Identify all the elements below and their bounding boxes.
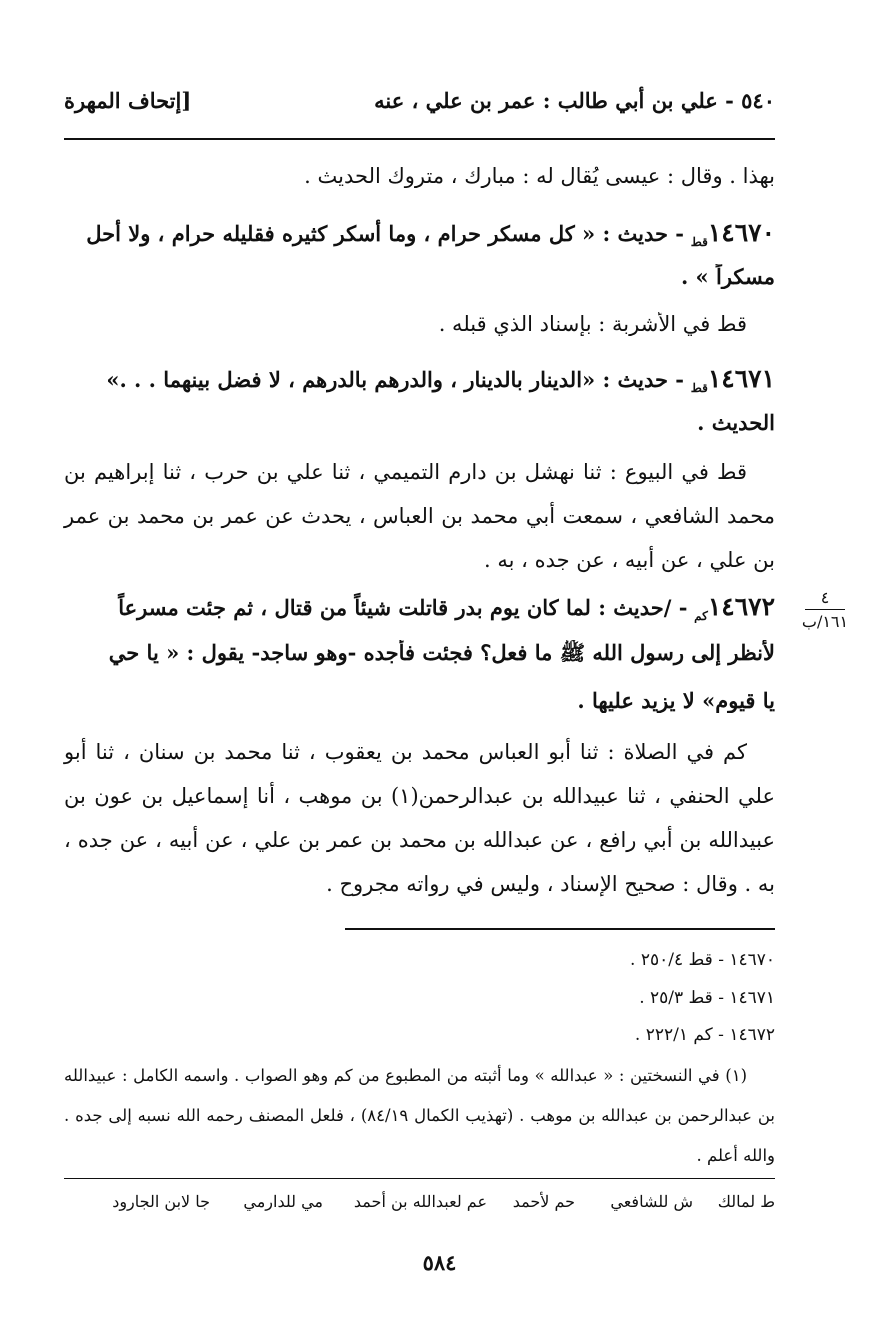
hadith-14672-line1 bbox=[64, 592, 775, 623]
siglum-key: ش للشافعي bbox=[610, 1192, 693, 1211]
hadith-number: ١٤٦٧٢ bbox=[707, 592, 775, 621]
siglum-key: عم لعبدالله بن أحمد bbox=[353, 1192, 487, 1211]
book-title: [إتحاف المهرة bbox=[64, 88, 192, 113]
siglum-key: مي للدارمي bbox=[243, 1192, 323, 1211]
hadith-siglum: كم bbox=[694, 609, 708, 624]
footnote-rule bbox=[345, 928, 775, 930]
hadith-14672-source: كم في الصلاة : ثنا أبو العباس محمد بن يعقوب ، ثنا محمد بن سنان ، ثنا أبو علي الحنفي ، ثنا عبيدالله بن عبدالرحمن(١) بن موهب ، أنا إسماعيل بن عون بن عبيدالله بن أبي رافع ، عن عبدالله بن محمد بن عمر بن علي ، عن أبيه ، عن جده ، به . وقال : صحيح الإسناد ، وليس في رواته مجروح . bbox=[64, 740, 775, 896]
hadith-14672-line3: يا قيوم» لا يزيد عليها . bbox=[577, 688, 775, 713]
hadith-siglum: قط bbox=[690, 235, 708, 250]
header-rule bbox=[64, 138, 775, 140]
running-header bbox=[64, 88, 775, 128]
sigla-key bbox=[64, 1192, 775, 1222]
hadith-number: ١٤٦٧١ bbox=[707, 364, 775, 393]
hadith-14672-line2: لأنظر إلى رسول الله ﷺ ما فعل؟ فجئت فأجده -وهو ساجد- يقول : « يا حي bbox=[108, 640, 775, 665]
reference-14671: ١٤٦٧١ - قط ٢٥/٣ . bbox=[639, 988, 775, 1008]
hadith-14670-line1 bbox=[64, 218, 775, 249]
hadith-text: - حديث : « كل مسكر حرام ، وما أسكر كثيره فقليله حرام ، ولا أحل bbox=[86, 221, 685, 246]
manuscript-folio-note bbox=[790, 588, 860, 631]
hadith-14670-source: قط في الأشربة : بإسناد الذي قبله . bbox=[438, 312, 747, 336]
hadith-14671-line2: الحديث . bbox=[697, 410, 775, 435]
hadith-14671-line1 bbox=[64, 364, 775, 395]
siglum-key: ط لمالك bbox=[717, 1192, 775, 1211]
folio-top: ٤ bbox=[820, 588, 830, 607]
folio-divider bbox=[805, 609, 845, 610]
hadith-number: ١٤٦٧٠ bbox=[707, 218, 775, 247]
folio-bottom: ١٦١/ب bbox=[801, 612, 849, 631]
hadith-text: - حديث : «الدينار بالدينار ، والدرهم بالدرهم ، لا فضل بينهما . . .» bbox=[106, 367, 685, 392]
intro-line: بهذا . وقال : عيسى يُقال له : مبارك ، متروك الحديث . bbox=[304, 164, 775, 188]
sigla-rule bbox=[64, 1178, 775, 1179]
footnote-1: (١) في النسختين : « عبدالله » وما أثبته من المطبوع من كم وهو الصواب . واسمه الكامل : عبيدالله بن عبدالرحمن بن عبدالله بن موهب . (تهذيب الكمال ٨٤/١٩) ، فلعل المصنف رحمه الله نسبه إلى جده . والله أعلم . bbox=[64, 1066, 775, 1165]
hadith-text: - /حديث : لما كان يوم بدر قاتلت شيئاً من قتال ، ثم جئت مسرعاً bbox=[118, 595, 688, 620]
chapter-title: ٥٤٠ - علي بن أبي طالب : عمر بن علي ، عنه bbox=[374, 88, 775, 113]
hadith-siglum: قط bbox=[690, 381, 708, 396]
reference-14670: ١٤٦٧٠ - قط ٢٥٠/٤ . bbox=[630, 950, 775, 970]
hadith-14670-line2: مسكراً » . bbox=[680, 264, 775, 289]
siglum-key: حم لأحمد bbox=[512, 1192, 575, 1211]
hadith-14671-source: قط في البيوع : ثنا نهشل بن دارم التميمي ، ثنا علي بن حرب ، ثنا إبراهيم بن محمد الشافعي ، سمعت أبي محمد بن العباس ، يحدث عن عمر بن محمد بن عمر بن علي ، عن أبيه ، عن جده ، به . bbox=[64, 460, 775, 572]
page-number: ٥٨٤ bbox=[422, 1250, 457, 1275]
siglum-key: جا لابن الجارود bbox=[112, 1192, 210, 1211]
reference-14672: ١٤٦٧٢ - كم ٢٢٢/١ . bbox=[634, 1025, 775, 1045]
